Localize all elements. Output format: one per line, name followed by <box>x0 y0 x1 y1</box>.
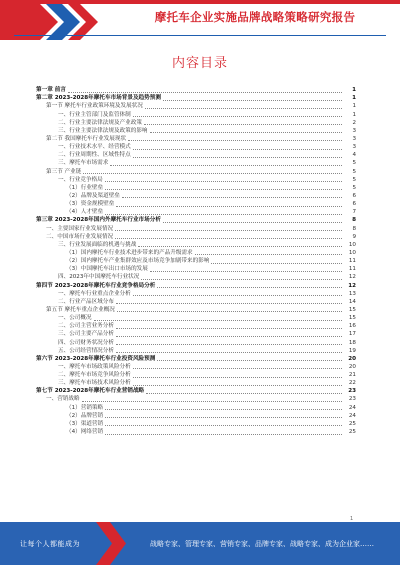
toc-entry[interactable] <box>36 428 356 436</box>
toc-dot-leader <box>133 381 342 386</box>
toc-entry-page: 6 <box>352 192 356 199</box>
toc-entry[interactable] <box>36 273 356 281</box>
toc-entry[interactable] <box>36 208 356 216</box>
toc-entry-label: 第一章 前言 <box>36 87 66 94</box>
toc-entry-page: 1 <box>352 95 356 102</box>
toc-entry-label: 一、行业主管部门及监管体制 <box>58 111 131 118</box>
toc-dot-leader <box>211 259 342 264</box>
toc-dot-leader <box>105 421 342 426</box>
toc-entry[interactable] <box>36 355 356 363</box>
toc-dot-leader <box>105 413 342 418</box>
toc-dot-leader <box>141 275 342 280</box>
toc-entry[interactable] <box>36 86 356 94</box>
toc-entry[interactable] <box>36 363 356 371</box>
footer-slogan: 让每个人都能成为 <box>20 540 80 548</box>
toc-entry-page: 19 <box>348 347 356 354</box>
toc-entry-page: 8 <box>352 225 356 232</box>
page-number: 1 <box>350 516 354 522</box>
toc-entry-page: 22 <box>348 380 356 387</box>
toc-dot-leader <box>116 332 342 337</box>
toc-dot-leader <box>105 405 342 410</box>
toc-dot-leader <box>105 210 342 215</box>
toc-entry[interactable] <box>36 420 356 428</box>
toc-entry-label: （3）渠道营销 <box>66 420 104 427</box>
toc-entry-page: 3 <box>352 135 356 142</box>
toc-entry[interactable] <box>36 127 356 135</box>
toc-entry-label: 二、行业周期性、区域性特点 <box>58 152 131 159</box>
toc-entry[interactable] <box>36 216 356 224</box>
toc-entry-label: 第三章 2023-2028年国内外摩托车行业市场分析 <box>36 217 161 224</box>
chevron-shape <box>96 522 126 565</box>
toc-dot-leader <box>144 120 342 125</box>
toc-dot-leader <box>133 145 342 150</box>
toc-entry[interactable] <box>36 176 356 184</box>
toc-entry-label: 第二节 我国摩托车行业发展现状 <box>46 135 127 142</box>
toc-entry[interactable] <box>36 395 356 403</box>
toc-entry-page: 7 <box>352 209 356 216</box>
toc-entry-label: 三、行业发展面临的机遇与挑战 <box>58 241 137 248</box>
toc-entry-label: （1）营销策略 <box>66 404 104 411</box>
toc-dot-leader <box>163 218 342 223</box>
toc-entry[interactable] <box>36 290 356 298</box>
toc-entry-label: 二、公司主营业务分析 <box>58 323 114 330</box>
toc-entry-page: 2 <box>352 119 356 126</box>
toc-dot-leader <box>105 177 342 182</box>
toc-entry[interactable] <box>36 314 356 322</box>
toc-entry-page: 15 <box>348 315 356 322</box>
toc-entry[interactable] <box>36 102 356 110</box>
toc-entry-page: 25 <box>348 420 356 427</box>
toc-dot-leader <box>117 307 342 312</box>
toc-dot-leader <box>128 136 342 141</box>
toc-entry-label: （4）网络营销 <box>66 429 104 436</box>
toc-entry[interactable] <box>36 379 356 387</box>
toc-entry-page: 3 <box>352 127 356 134</box>
toc-entry[interactable] <box>36 371 356 379</box>
toc-entry-label: 一、摩托车行业重点企业分析 <box>58 290 131 297</box>
toc-entry-page: 17 <box>348 331 356 338</box>
toc-entry-page: 11 <box>348 258 356 265</box>
toc-entry-page: 5 <box>352 160 356 167</box>
toc-entry[interactable] <box>36 298 356 306</box>
toc-entry[interactable] <box>36 403 356 411</box>
toc-entry-label: 二、中国市场行业发展情况 <box>46 233 114 240</box>
toc-entry-page: 6 <box>352 201 356 208</box>
toc-entry-page: 25 <box>348 429 356 436</box>
toc-entry-label: 一、主要国家行业发展情况 <box>46 225 114 232</box>
toc-entry-page: 11 <box>348 266 356 273</box>
toc-entry-label: 一、摩托车市场政策风险分析 <box>58 363 131 370</box>
toc-entry[interactable] <box>36 159 356 167</box>
toc-dot-leader <box>146 389 342 394</box>
toc-entry-page: 13 <box>348 290 356 297</box>
document-footer <box>0 522 400 565</box>
toc-dot-leader <box>82 397 342 402</box>
toc-entry-label: 第二章 2023-2028年摩托车市场背景及趋势预测 <box>36 95 161 102</box>
toc-entry-page: 1 <box>352 103 356 110</box>
toc-dot-leader <box>138 242 342 247</box>
toc-entry-label: （2）品牌及渠道壁垒 <box>66 192 120 199</box>
toc-dot-leader <box>150 267 342 272</box>
table-of-contents <box>36 86 356 436</box>
toc-entry-label: 第五节 摩托车重点企业概况 <box>46 306 115 313</box>
toc-entry-page: 10 <box>348 241 356 248</box>
toc-entry[interactable] <box>36 241 356 249</box>
toc-entry-page: 23 <box>348 388 356 395</box>
toc-entry-label: （3）中国摩托车出口市场的发展 <box>66 266 148 273</box>
toc-entry-label: 四、2023年中国摩托车行业状况 <box>58 274 140 281</box>
toc-dot-leader <box>68 88 342 93</box>
toc-dot-leader <box>115 226 342 231</box>
toc-dot-leader <box>116 340 342 345</box>
toc-dot-leader <box>83 169 342 174</box>
toc-entry-label: 第一节 摩托车行业政策环境及发展状况 <box>46 103 143 110</box>
toc-entry[interactable] <box>36 330 356 338</box>
document-header <box>0 0 400 42</box>
toc-entry-label: 五、公司经营情况分析 <box>58 347 114 354</box>
toc-entry-label: 第六节 2023-2028年摩托车行业投资风险预测 <box>36 355 156 362</box>
toc-dot-leader <box>195 250 342 255</box>
toc-entry-page: 1 <box>352 87 356 94</box>
toc-entry-label: 二、行业主要法律法规及产业政策 <box>58 119 142 126</box>
toc-entry-label: （2）国内摩托车产业集群效应及市场竞争加剧带来的影响 <box>66 258 210 265</box>
toc-entry-page: 5 <box>352 184 356 191</box>
report-title: 摩托车企业实施品牌战略策略研究报告 <box>154 10 356 24</box>
toc-entry-page: 23 <box>348 396 356 403</box>
toc-entry-page: 12 <box>348 274 356 281</box>
toc-dot-leader <box>133 364 342 369</box>
toc-entry-label: 第七节 2023-2028年摩托车行业营销战略 <box>36 388 145 395</box>
toc-entry[interactable] <box>36 249 356 257</box>
toc-entry[interactable] <box>36 143 356 151</box>
toc-dot-leader <box>116 299 342 304</box>
toc-entry[interactable] <box>36 347 356 355</box>
toc-entry-label: 第三节 产业链 <box>46 168 82 175</box>
toc-entry-label: （4）人才壁垒 <box>66 209 104 216</box>
toc-entry-page: 8 <box>352 217 356 224</box>
toc-dot-leader <box>133 291 342 296</box>
toc-dot-leader <box>105 185 342 190</box>
toc-entry[interactable] <box>36 257 356 265</box>
toc-entry[interactable] <box>36 119 356 127</box>
toc-entry-page: 15 <box>348 306 356 313</box>
toc-entry-label: 四、公司财务状况分析 <box>58 339 114 346</box>
toc-entry-page: 12 <box>348 282 356 289</box>
toc-entry[interactable] <box>36 94 356 102</box>
toc-entry-label: （1）行业壁垒 <box>66 184 104 191</box>
toc-dot-leader <box>115 234 342 239</box>
toc-entry-page: 21 <box>348 372 356 379</box>
toc-entry[interactable] <box>36 184 356 192</box>
toc-dot-leader <box>110 161 342 166</box>
toc-dot-leader <box>116 324 342 329</box>
toc-entry[interactable] <box>36 192 356 200</box>
toc-dot-leader <box>150 128 342 133</box>
toc-entry-page: 20 <box>348 363 356 370</box>
toc-dot-leader <box>145 104 342 109</box>
toc-entry-label: 二、摩托车市场竞争风险分析 <box>58 372 131 379</box>
toc-dot-leader <box>116 202 342 207</box>
toc-dot-leader <box>94 316 342 321</box>
toc-entry-label: 三、摩托车市场需求 <box>58 160 109 167</box>
toc-entry-page: 5 <box>352 176 356 183</box>
toc-entry-page: 16 <box>348 323 356 330</box>
toc-dot-leader <box>157 283 342 288</box>
footer-chevron-decoration <box>96 522 136 565</box>
toc-entry-page: 3 <box>352 144 356 151</box>
toc-entry-label: （1）国内摩托车行业技术进步带来的产品升级需求 <box>66 249 193 256</box>
toc-entry-label: 第四节 2023-2028年摩托车行业竞争格局分析 <box>36 282 156 289</box>
toc-entry-label: 二、行业产品区域分布 <box>58 298 114 305</box>
footer-tagline: 战略专家、管理专家、营销专家、品牌专家、战略专家、成为企业家…… <box>150 540 374 548</box>
toc-dot-leader <box>116 348 342 353</box>
toc-entry-page: 1 <box>352 111 356 118</box>
toc-entry-page: 4 <box>352 152 356 159</box>
toc-entry-page: 18 <box>348 339 356 346</box>
toc-dot-leader <box>133 112 342 117</box>
toc-entry-page: 24 <box>348 412 356 419</box>
toc-entry[interactable] <box>36 265 356 273</box>
toc-entry[interactable] <box>36 387 356 395</box>
toc-entry-label: （2）品牌营销 <box>66 412 104 419</box>
toc-entry-label: （3）资金规模壁垒 <box>66 201 115 208</box>
toc-entry[interactable] <box>36 151 356 159</box>
toc-entry[interactable] <box>36 412 356 420</box>
toc-entry[interactable] <box>36 338 356 346</box>
toc-entry[interactable] <box>36 200 356 208</box>
toc-dot-leader <box>105 430 342 435</box>
toc-entry-page: 5 <box>352 168 356 175</box>
toc-entry-page: 14 <box>348 298 356 305</box>
toc-entry[interactable] <box>36 281 356 289</box>
toc-entry-page: 9 <box>352 233 356 240</box>
toc-entry-label: 一、营销战略 <box>46 396 80 403</box>
toc-entry[interactable] <box>36 167 356 175</box>
toc-entry-label: 三、摩托车市场技术风险分析 <box>58 380 131 387</box>
toc-entry-label: 一、公司概况 <box>58 315 92 322</box>
toc-entry[interactable] <box>36 135 356 143</box>
toc-dot-leader <box>133 373 342 378</box>
toc-entry-label: 三、行业主要法律法规及政策的影响 <box>58 127 148 134</box>
header-rule <box>14 35 386 36</box>
toc-dot-leader <box>163 96 342 101</box>
toc-entry-label: 一、行业技术水平、经营模式 <box>58 144 131 151</box>
toc-dot-leader <box>157 356 342 361</box>
toc-entry[interactable] <box>36 306 356 314</box>
toc-entry[interactable] <box>36 224 356 232</box>
toc-entry-page: 20 <box>348 355 356 362</box>
toc-entry[interactable] <box>36 322 356 330</box>
toc-dot-leader <box>133 153 342 158</box>
toc-entry-page: 10 <box>348 249 356 256</box>
toc-entry-label: 一、行业竞争格局 <box>58 176 103 183</box>
toc-entry-page: 24 <box>348 404 356 411</box>
toc-entry-label: 三、公司主要产品分析 <box>58 331 114 338</box>
toc-heading: 内容目录 <box>171 56 228 71</box>
toc-dot-leader <box>122 193 342 198</box>
toc-entry[interactable] <box>36 110 356 118</box>
toc-entry[interactable] <box>36 233 356 241</box>
